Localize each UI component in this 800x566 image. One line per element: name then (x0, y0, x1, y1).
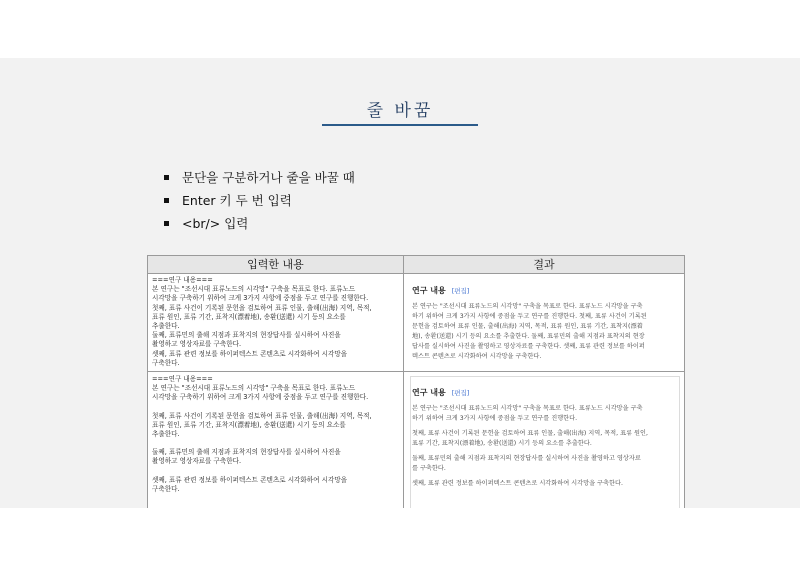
row2-result: 연구 내용 [편집] 본 연구는 "조선시대 표류노드의 시각망" 구축을 목표로 한다. 표류노드 시각망을 구축 하기 위하여 크게 3가지 사항에 중점을 두고 연구를 진행한다. 첫째, 표류 사건이 기록된 문헌을 검토하여 표류 인물, 출해(出海) 지역, 목적, 표류 원인, 표류 기간, 표착지(漂着地), 송환(送還) 시기 등의 요소를 추출한다. 둘째, 표류민의 출해 지점과 표착지의 현장답사를 실시하여 사진을 촬영하고 영상자료 를 구축한다. 셋째, 표류 관련 정보를 하이퍼텍스트 콘텐츠로 시각화하여 시각망을 구축한다. (412, 388, 676, 489)
row1-input: ===연구 내용=== 본 연구는 "조선시대 표류노드의 시각망" 구축을 목표로 한다. 표류노드 시각망을 구축하기 위하여 크게 3가지 사항에 중점을 두고 연구를 진행한다. 첫째, 표류 사건이 기록된 문헌을 검토하여 표류 인물, 출해(出海) 지역, 목적, 표류 원인, 표류 기간, 표착지(漂着地), 송환(送還) 시기 등의 요소를 추출한다. 둘째, 표류민의 출해 지점과 표착지의 현장답사를 실시하여 사진을 촬영하고 영상자료를 구축한다. 셋째, 표류 관련 정보를 하이퍼텍스트 콘텐츠로 시각화하여 시각망을 구축한다. (152, 276, 372, 367)
comparison-table (147, 255, 685, 548)
result-heading: 연구 내용 [편집] (412, 286, 470, 295)
header-input: 입력한 내용 (247, 258, 304, 271)
header-result: 결과 (533, 258, 555, 271)
table-header-row (148, 256, 684, 274)
bullet-list (162, 166, 355, 235)
slide-title: 줄 바꿈 (366, 101, 434, 121)
bullet-item: <br/> 입력 (162, 212, 355, 235)
bullet-item: 문단을 구분하거나 줄을 바꿀 때 (162, 166, 355, 189)
top-margin (0, 0, 800, 58)
slide (0, 58, 800, 508)
edit-link[interactable]: [편집] (451, 287, 470, 295)
row-divider (148, 371, 684, 372)
row1-result: 연구 내용 [편집] 본 연구는 "조선시대 표류노드의 시각망" 구축을 목표로 한다. 표류노드 시각망을 구축 하기 위하여 크게 3가지 사항에 중점을 두고 연구를 진행한다. 첫째, 표류 사건이 기록된 문헌을 검토하여 표류 인물, 출해(出海) 지역, 목적, 표류 원인, 표류 기간, 표착지(漂着 地), 송환(送還) 시기 등의 요소를 추출한다. 둘째, 표류민의 출해 지점과 표착지의 현장 답사를 실시하여 사진을 촬영하고 영상자료를 구축한다. 셋째, 표류 관련 정보를 하이퍼 텍스트 콘텐츠로 시각화하여 시각망을 구축한다. (412, 286, 676, 362)
column-divider (403, 256, 404, 547)
bullet-square-icon (164, 221, 169, 226)
edit-link[interactable]: [편집] (451, 389, 470, 397)
row2-input: ===연구 내용=== 본 연구는 "조선시대 표류노드의 시각망" 구축을 목표로 한다. 표류노드 시각망을 구축하기 위하여 크게 3가지 사항에 중점을 두고 연구를 진행한다. 첫째, 표류 사건이 기록된 문헌을 검토하여 표류 인물, 출해(出海) 지역, 목적, 표류 원인, 표류 기간, 표착지(漂着地), 송환(送還) 시기 등의 요소를 추출한다. 둘째, 표류민의 출해 지점과 표착지의 현장답사를 실시하여 사진을 촬영하고 영상자료를 구축한다. 셋째, 표류 관련 정보를 하이퍼텍스트 콘텐츠로 시각화하여 시각망을 구축한다. (152, 375, 372, 493)
bullet-square-icon (164, 175, 169, 180)
bottom-margin (0, 508, 800, 566)
bullet-square-icon (164, 198, 169, 203)
bullet-item: Enter 키 두 번 입력 (162, 189, 355, 212)
result-heading: 연구 내용 [편집] (412, 388, 470, 397)
title-underline (322, 124, 478, 126)
